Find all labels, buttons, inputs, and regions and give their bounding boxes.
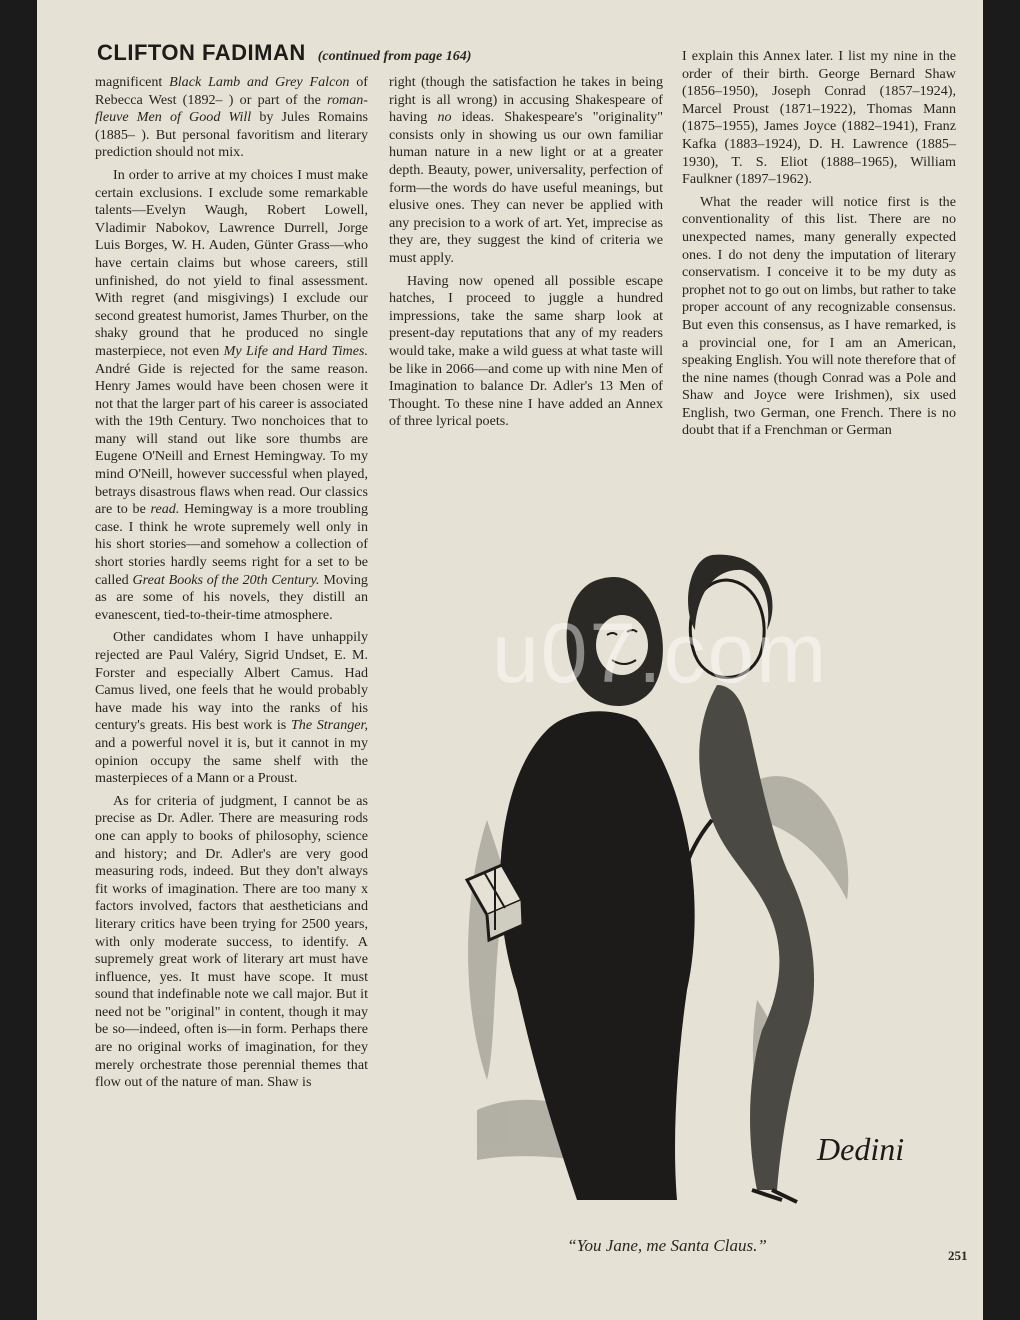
book-title: My Life and Hard Times. xyxy=(223,342,368,359)
magazine-page xyxy=(37,0,983,1320)
text-run: by Jules Romains (1885– ). But personal favoritism and literary prediction should not mix. xyxy=(95,109,368,161)
page-number: 251 xyxy=(948,1248,968,1263)
text-run: Other candidates whom I have unhappily rejected are Paul Valéry, Sigrid Undset, E. M. Forster and especially Albert Camus. Had Camus lived, one feels that he would probably have made his way into the ranks of his century's greats. His best work is xyxy=(95,629,368,734)
paragraph xyxy=(95,167,368,624)
text-run: In order to arrive at my choices I must make certain exclusions. I exclude some remarkable talents—Evelyn Waugh, Robert Lowell, Vladimir Nabokov, Lawrence Durrell, Jorge Luis Borges, W. H. Auden, Günter Grass—who have certain claims but whose careers, still unfinished, do not yield to final assessment. With regret (and misgivings) I exclude our second greatest humorist, James Thurber, on the shaky ground that he produced no single masterpiece, not even xyxy=(95,166,368,359)
text-run: magnificent xyxy=(95,74,170,90)
text-column-2 xyxy=(389,74,663,504)
jane-dress xyxy=(699,685,814,1190)
paragraph: What the reader will notice first is the conventionality of this list. There are no unexpected names, many generally expected ones. I do not deny the imputation of literary conservatism. I conceive it to be my duty as prophet not to go out on limbs, but rather to take proper account of any recognizable consensus. But even this consensus, as I have remarked, is a provincial one, for I am an American, speaking English. You will note therefore that of the nine names (though Conrad was a Pole and Shaw and Joyce were Irishmen), six used English, two German, one French. There is no doubt that if a Frenchman or German xyxy=(682,193,956,439)
paragraph xyxy=(95,629,368,787)
text-run: Hemingway is a more troubling case. I think he wrote supremely well only in his short stories—and somehow a collection of short stories hardly seems right for a set to be called xyxy=(95,501,369,588)
text-run: of Rebecca West (1892– ) or part of the xyxy=(95,74,369,108)
cartoon-illustration xyxy=(427,520,937,1230)
book-title: Black Lamb and Grey Falcon xyxy=(169,74,350,90)
text-run: ideas. Shakespeare's "originality" consists only in showing us our own familiar human nature in a new light or at a greater depth. Beauty, power, universality, perfection of form—the words do have useful meanings, but elusive ones. They can never be applied with any precision to a work of art. Yet, imprecise as they are, they suggest the kind of criteria we must apply. xyxy=(389,109,663,266)
emphasis: no xyxy=(437,109,452,126)
book-title: The Stranger, xyxy=(290,717,369,734)
book-title: roman-fleuve Men of Good Will xyxy=(95,91,368,126)
continued-note: (continued from page 164) xyxy=(317,49,472,64)
text-column-1 xyxy=(95,74,368,1260)
text-run: and a powerful novel it is, but it cannot in my opinion occupy the same shelf with the masterpieces of a Mann or a Proust. xyxy=(95,734,368,787)
article-header xyxy=(97,40,517,70)
santa-face xyxy=(596,615,648,675)
text-run: Moving as are some of his novels, they distill an evanescent, tied-to-their-time atmosphere. xyxy=(95,571,368,623)
paragraph: As for criteria of judgment, I cannot be as precise as Dr. Adler. There are measuring rods one can apply to books of philosophy, science and history; and Dr. Adler's are very good measuring rods, indeed. But they don't always fit works of imagination. There are too many x factors involved, factors that aestheticians and literary critics have been trying for 2500 years, with only moderate success, to identify. A supremely great work of literary art must have influence, yes. It must have scope. It must sound that indefinable note we call major. But it need not be "original" in content, though it may be so—indeed, often is—in form. Perhaps there are no original works of imagination, for they merely orchestrate those perennial themes that flow out of the nature of man. Shaw is xyxy=(95,792,368,1091)
author-name: CLIFTON FADIMAN xyxy=(97,40,306,65)
jane-shoes xyxy=(752,1190,797,1202)
paragraph xyxy=(389,74,663,268)
book-title: Great Books of the 20th Century. xyxy=(132,571,320,588)
paragraph xyxy=(95,74,368,162)
paragraph: Having now opened all possible escape hatches, I proceed to juggle a hundred impressions, take the same sharp look at present-day reputations that any of my readers would take, make a wild guess at what taste will be like in 2066—and come up with nine Men of Imagination to balance Dr. Adler's 13 Men of Thought. To these nine I have added an Annex of three lyrical poets. xyxy=(389,272,663,430)
emphasis: read. xyxy=(150,501,180,518)
paragraph: I explain this Annex later. I list my nine in the order of their birth. George Bernard Shaw (1856–1950), Joseph Conrad (1857–1924), Marcel Proust (1871–1922), Thomas Mann (1875–1955), James Joyce (1882–1941), Franz Kafka (1883–1924), D. H. Lawrence (1885–1930), T. S. Eliot (1888–1965), William Faulkner (1897–1962). xyxy=(682,48,956,188)
text-run: right (though the satisfaction he takes in being right is all wrong) in accusing Shakespeare of having xyxy=(389,74,663,126)
text-column-3 xyxy=(682,48,956,498)
watermark: u07.com xyxy=(492,606,829,700)
text-run: André Gide is rejected for the same reason. Henry James would have been chosen were it not that the larger part of his career is associated with the 19th Century. Two nonchoices that to many will stand out like sore thumbs are Eugene O'Neill and Ernest Hemingway. To my mind O'Neill, however successful when played, betrays disastrous flaws when read. Our classics are to be xyxy=(95,360,368,518)
cartoon-drawing xyxy=(427,520,937,1230)
cartoon-caption: “You Jane, me Santa Claus.” xyxy=(567,1236,767,1255)
artist-signature: Dedini xyxy=(817,1131,905,1167)
